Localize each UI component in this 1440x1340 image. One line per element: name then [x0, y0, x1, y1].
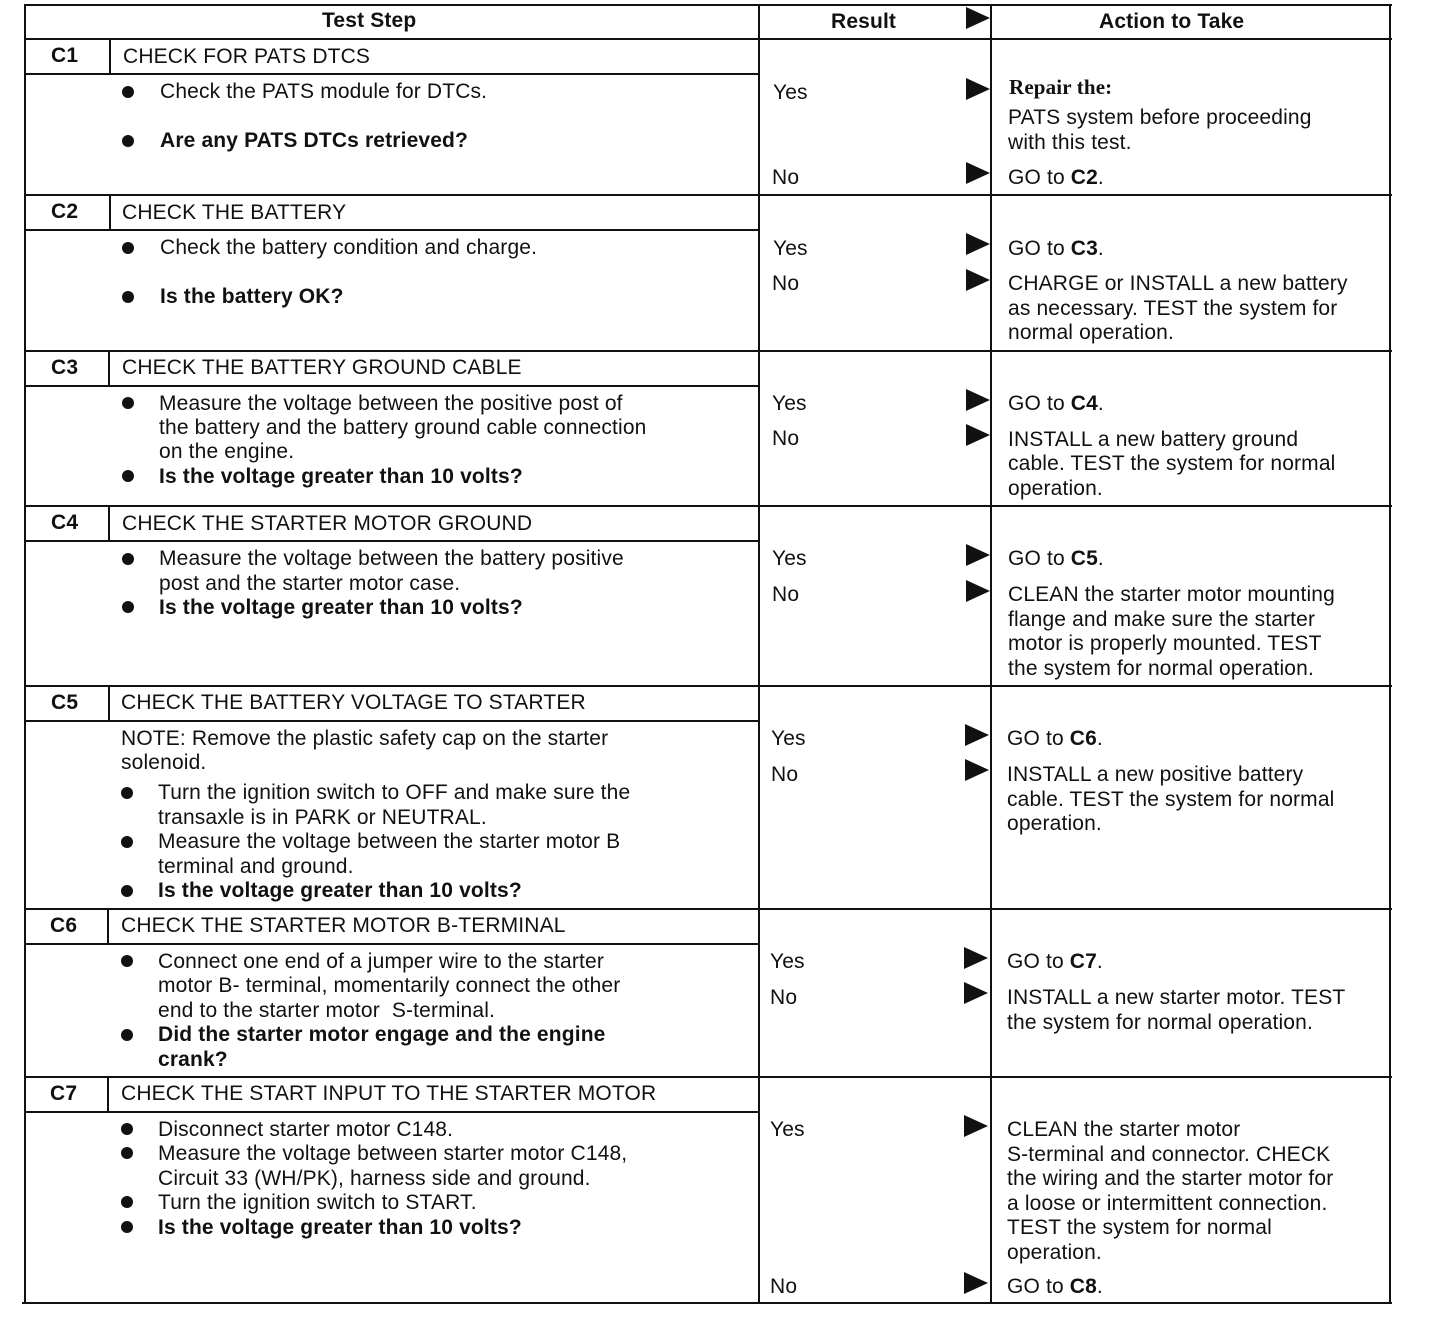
header-bottom-border [26, 38, 1392, 40]
step-code: C4 [51, 511, 79, 534]
step-body-line: motor B- terminal, momentarily connect the other [158, 974, 621, 997]
action-line: normal operation. [1008, 321, 1174, 344]
title-row-border [26, 229, 760, 231]
header-arrow-icon [966, 7, 990, 29]
result-no: No [772, 583, 800, 606]
result-no: No [771, 763, 799, 786]
action-line: the system for normal operation. [1008, 657, 1314, 680]
result-arrow-icon [964, 1272, 988, 1294]
step-title: CHECK THE START INPUT TO THE STARTER MOTOR [121, 1082, 657, 1105]
bullet-icon [122, 601, 134, 613]
action-goto: GO to C5. [1008, 547, 1104, 570]
code-cell-border [108, 505, 110, 542]
step-code: C5 [51, 691, 79, 714]
step-body-line: Check the battery condition and charge. [160, 236, 538, 259]
bullet-icon [122, 470, 134, 482]
table-left-border [24, 4, 26, 1304]
action-line: as necessary. TEST the system for [1008, 297, 1338, 320]
bullet-icon [122, 291, 134, 303]
action-goto: GO to C8. [1007, 1275, 1103, 1298]
step-body-line: Turn the ignition switch to OFF and make sure the [158, 781, 631, 804]
action-line: INSTALL a new battery ground [1008, 428, 1299, 451]
step-title: CHECK THE BATTERY VOLTAGE TO STARTER [121, 691, 586, 714]
action-line: operation. [1008, 477, 1103, 500]
step-question: Are any PATS DTCs retrieved? [160, 129, 469, 152]
step-body-line: on the engine. [159, 440, 295, 463]
step-title: CHECK THE STARTER MOTOR GROUND [122, 512, 533, 535]
bullet-icon [122, 86, 134, 98]
action-goto: GO to C6. [1007, 727, 1103, 750]
step-code: C7 [50, 1082, 78, 1105]
action-line: TEST the system for normal [1007, 1216, 1272, 1239]
code-cell-border [109, 38, 111, 75]
action-goto: GO to C4. [1008, 392, 1104, 415]
result-arrow-icon [966, 233, 990, 255]
step-body-line: Connect one end of a jumper wire to the starter [158, 950, 604, 973]
step-body-line: Measure the voltage between the starter motor B [158, 830, 621, 853]
bullet-icon [122, 242, 134, 254]
step-question: Is the voltage greater than 10 volts? [159, 596, 523, 619]
step-body-line: Turn the ignition switch to START. [158, 1191, 477, 1214]
step-separator [26, 908, 1392, 910]
code-cell-border [107, 1076, 109, 1113]
result-arrow-icon [964, 1115, 988, 1137]
action-line: cable. TEST the system for normal [1007, 788, 1335, 811]
action-line: with this test. [1008, 131, 1132, 154]
action-line: a loose or intermittent connection. [1007, 1192, 1328, 1215]
title-row-border [26, 385, 760, 387]
result-yes: Yes [772, 392, 807, 415]
step-code: C2 [51, 200, 79, 223]
action-line: the wiring and the starter motor for [1007, 1167, 1334, 1190]
result-arrow-icon [966, 544, 990, 566]
result-yes: Yes [773, 81, 808, 104]
header-action: Action to Take [1099, 10, 1245, 33]
step-body-line: terminal and ground. [158, 855, 354, 878]
bullet-icon [122, 135, 134, 147]
action-line: CLEAN the starter motor mounting [1008, 583, 1335, 606]
result-no: No [770, 986, 798, 1009]
step-body-line: Measure the voltage between the positive post of [159, 392, 623, 415]
code-cell-border [109, 194, 111, 231]
result-arrow-icon [965, 759, 989, 781]
step-question: Is the voltage greater than 10 volts? [158, 1216, 522, 1239]
code-cell-border [108, 685, 110, 722]
bullet-icon [121, 885, 133, 897]
action-line: the system for normal operation. [1007, 1011, 1313, 1034]
step-separator [26, 350, 1392, 352]
result-arrow-icon [966, 580, 990, 602]
bullet-icon [121, 1196, 133, 1208]
step-question: Is the voltage greater than 10 volts? [159, 465, 523, 488]
result-arrow-icon [966, 78, 990, 100]
bullet-icon [121, 955, 133, 967]
step-body-line: Measure the voltage between starter motor C148, [158, 1142, 628, 1165]
result-yes: Yes [772, 547, 807, 570]
action-line: cable. TEST the system for normal [1008, 452, 1336, 475]
action-goto: GO to C2. [1008, 166, 1104, 189]
table-right-border [1389, 4, 1391, 1304]
result-arrow-icon [966, 389, 990, 411]
action-left-border [990, 4, 992, 1304]
table-bottom-border [22, 1302, 1392, 1304]
result-arrow-icon [964, 947, 988, 969]
action-goto: GO to C3. [1008, 237, 1104, 260]
step-title: CHECK FOR PATS DTCS [123, 45, 371, 68]
result-arrow-icon [964, 982, 988, 1004]
result-arrow-icon [965, 724, 989, 746]
step-separator [26, 194, 1392, 196]
action-line: INSTALL a new starter motor. TEST [1007, 986, 1346, 1009]
bullet-icon [122, 397, 134, 409]
title-row-border [26, 540, 760, 542]
action-line: INSTALL a new positive battery [1007, 763, 1304, 786]
header-result: Result [831, 10, 897, 33]
action-line: motor is properly mounted. TEST [1008, 632, 1322, 655]
action-line: CHARGE or INSTALL a new battery [1008, 272, 1348, 295]
step-body-line: Disconnect starter motor C148. [158, 1118, 454, 1141]
action-goto: GO to C7. [1007, 950, 1103, 973]
action-line: PATS system before proceeding [1008, 106, 1312, 129]
bullet-icon [121, 1029, 133, 1041]
result-no: No [770, 1275, 798, 1298]
result-left-border [758, 4, 760, 1304]
step-body-line: Circuit 33 (WH/PK), harness side and ground. [158, 1167, 591, 1190]
step-code: C1 [51, 44, 79, 67]
result-arrow-icon [966, 424, 990, 446]
bullet-icon [121, 1221, 133, 1233]
title-row-border [26, 720, 760, 722]
header-test-step: Test Step [322, 9, 417, 32]
table-top-border [26, 4, 1392, 6]
step-body-line: end to the starter motor S-terminal. [158, 999, 496, 1022]
step-question: Did the starter motor engage and the engine [158, 1023, 606, 1046]
result-no: No [772, 166, 800, 189]
step-body-line: Check the PATS module for DTCs. [160, 80, 488, 103]
code-cell-border [108, 350, 110, 387]
result-yes: Yes [770, 950, 805, 973]
action-lead: Repair the: [1009, 75, 1113, 99]
result-yes: Yes [770, 1118, 805, 1141]
bullet-icon [121, 1147, 133, 1159]
step-body-line: transaxle is in PARK or NEUTRAL. [158, 806, 487, 829]
action-line: operation. [1007, 1241, 1102, 1264]
step-note-line: solenoid. [121, 751, 207, 774]
step-body-line: the battery and the battery ground cable connection [159, 416, 647, 439]
result-yes: Yes [773, 237, 808, 260]
action-line: operation. [1007, 812, 1102, 835]
step-question: Is the battery OK? [160, 285, 344, 308]
step-body-line: post and the starter motor case. [159, 572, 461, 595]
bullet-icon [121, 1123, 133, 1135]
title-row-border [26, 1111, 760, 1113]
step-question: Is the voltage greater than 10 volts? [158, 879, 522, 902]
step-title: CHECK THE BATTERY GROUND CABLE [122, 356, 522, 379]
step-code: C3 [51, 356, 79, 379]
bullet-icon [121, 787, 133, 799]
result-no: No [772, 272, 800, 295]
result-arrow-icon [966, 162, 990, 184]
bullet-icon [121, 836, 133, 848]
result-arrow-icon [966, 269, 990, 291]
step-separator [26, 685, 1392, 687]
result-yes: Yes [771, 727, 806, 750]
step-title: CHECK THE BATTERY [122, 201, 347, 224]
action-line: S-terminal and connector. CHECK [1007, 1143, 1331, 1166]
code-cell-border [107, 908, 109, 945]
bullet-icon [122, 553, 134, 565]
step-title: CHECK THE STARTER MOTOR B-TERMINAL [121, 914, 566, 937]
step-separator [26, 1076, 1392, 1078]
step-separator [26, 505, 1392, 507]
result-no: No [772, 427, 800, 450]
step-note-line: NOTE: Remove the plastic safety cap on the starter [121, 727, 609, 750]
step-body-line: Measure the voltage between the battery positive [159, 547, 624, 570]
action-line: CLEAN the starter motor [1007, 1118, 1241, 1141]
title-row-border [26, 943, 760, 945]
step-question: crank? [158, 1048, 228, 1071]
title-row-border [26, 73, 760, 75]
step-code: C6 [50, 914, 78, 937]
action-line: flange and make sure the starter [1008, 608, 1316, 631]
